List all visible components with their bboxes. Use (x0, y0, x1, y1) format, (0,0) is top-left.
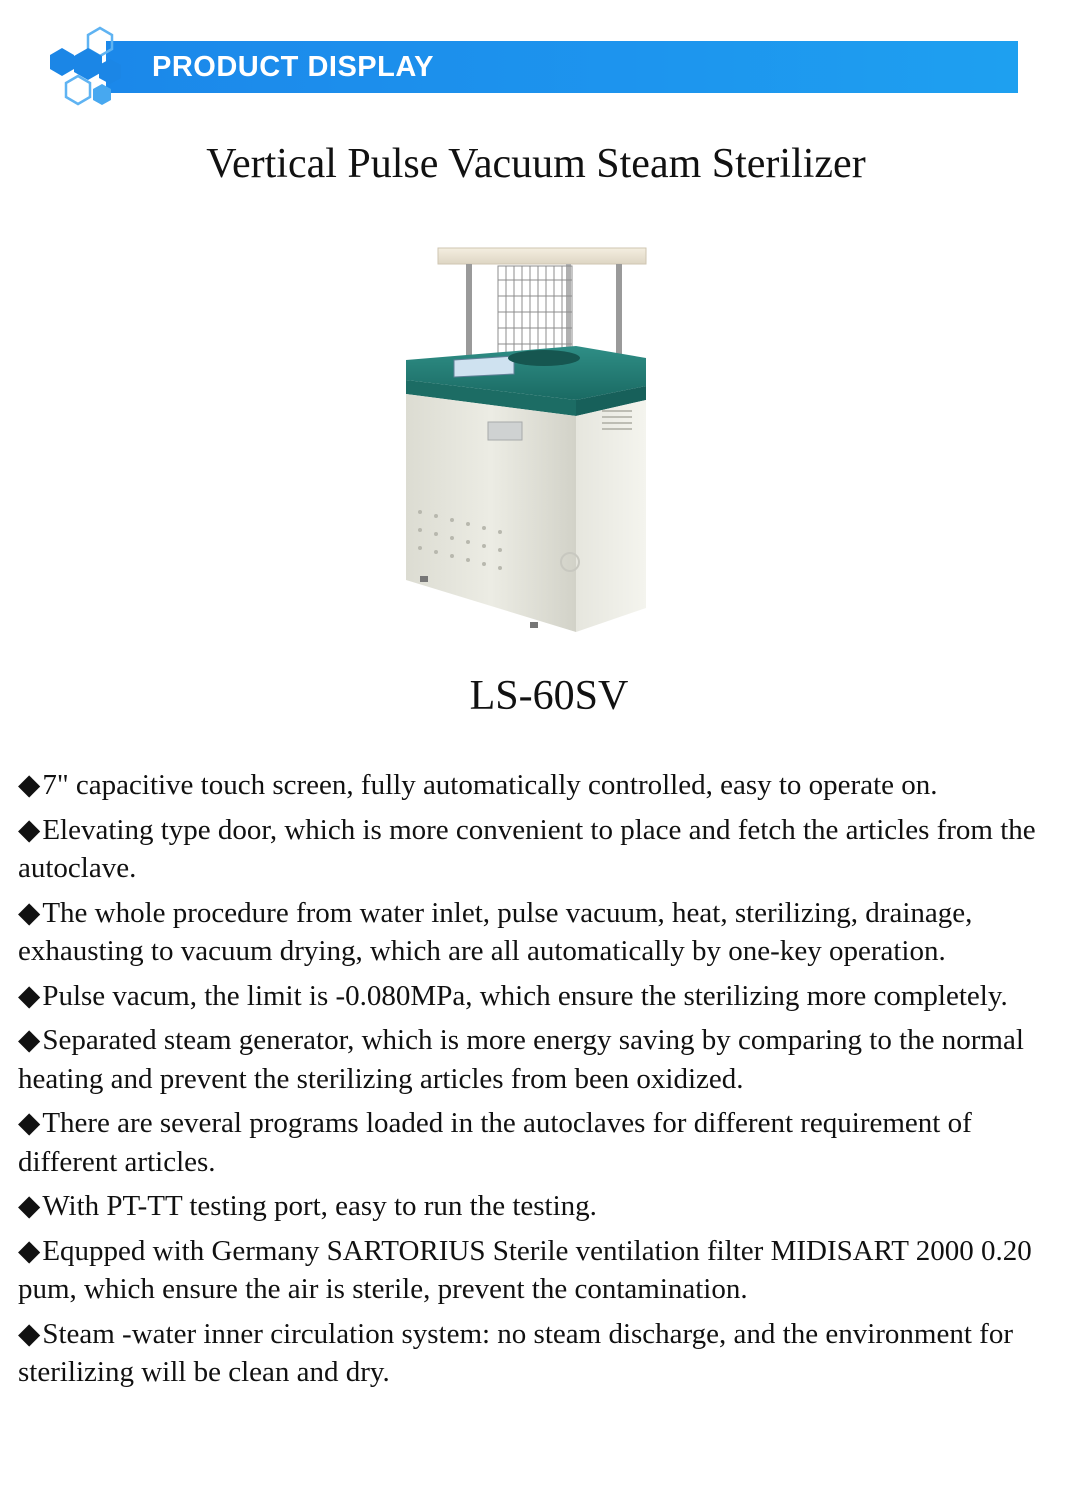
feature-item (18, 977, 1058, 1016)
feature-text: With PT-TT testing port, easy to run the testing. (42, 1190, 597, 1222)
feature-item (18, 1104, 1058, 1181)
feature-text: Steam -water inner circulation system: no steam discharge, and the environment for sterilizing will be clean and dry. (18, 1317, 1013, 1388)
banner-title: PRODUCT DISPLAY (152, 51, 434, 83)
feature-text: Separated steam generator, which is more energy saving by comparing to the normal heating and prevent the sterilizing articles from been oxidized. (18, 1024, 1024, 1095)
feature-text: Elevating type door, which is more convenient to place and fetch the articles from the autoclave. (18, 813, 1036, 884)
diamond-bullet-icon: ◆ (18, 896, 41, 929)
sterilizer-illustration (380, 240, 680, 640)
feature-item (18, 1021, 1058, 1098)
diamond-bullet-icon: ◆ (18, 769, 41, 801)
feature-text: 7" capacitive touch screen, fully automatically controlled, easy to operate on. (42, 769, 938, 801)
feature-text: Pulse vacum, the limit is -0.080MPa, which ensure the sterilizing more completely. (42, 979, 1008, 1012)
model-label: LS-60SV (469, 673, 629, 719)
hexagon-cluster-icon (40, 26, 130, 112)
diamond-bullet-icon: ◆ (18, 813, 41, 846)
diamond-bullet-icon: ◆ (18, 1317, 41, 1350)
feature-item (18, 766, 1058, 805)
feature-text: The whole procedure from water inlet, pulse vacuum, heat, sterilizing, drainage, exhausting to vacuum drying, which are all automatically by one-key operation. (18, 896, 973, 967)
feature-text: There are several programs loaded in the autoclaves for different requirement of different articles. (18, 1107, 972, 1178)
diamond-bullet-icon: ◆ (18, 1234, 41, 1267)
diamond-bullet-icon: ◆ (18, 1190, 41, 1222)
feature-item (18, 1187, 1058, 1226)
diamond-bullet-icon: ◆ (18, 1024, 41, 1056)
feature-text: Equpped with Germany SARTORIUS Sterile ventilation filter MIDISART 2000 0.20 pum, which ensure the air is sterile, prevent the contamination. (18, 1234, 1032, 1305)
feature-item (18, 1315, 1058, 1392)
diamond-bullet-icon: ◆ (18, 1107, 41, 1139)
feature-item (18, 894, 1058, 971)
product-title: Vertical Pulse Vacuum Steam Sterilizer (206, 141, 866, 187)
feature-item (18, 811, 1058, 888)
diamond-bullet-icon: ◆ (18, 979, 41, 1012)
feature-item (18, 1232, 1058, 1309)
feature-list (18, 766, 1058, 1398)
section-banner (40, 26, 1030, 112)
